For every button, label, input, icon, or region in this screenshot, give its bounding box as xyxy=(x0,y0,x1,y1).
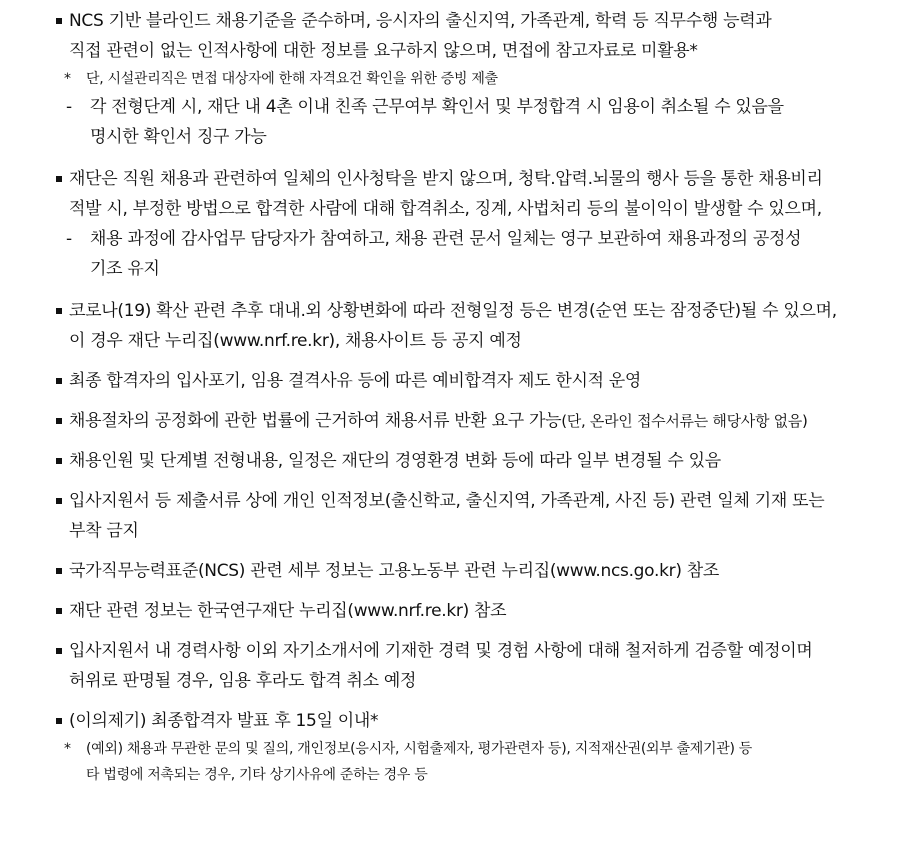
square-bullet-icon xyxy=(56,18,62,24)
item-line: NCS 기반 블라인드 채용기준을 준수하며, 응시자의 출신지역, 가족관계, 학력 등 직무수행 능력과 xyxy=(69,11,772,31)
footnote-text: 단, 시설관리직은 면접 대상자에 한해 자격요건 확인을 위한 증빙 제출 xyxy=(86,71,498,87)
notice-item-blind-hiring xyxy=(56,6,870,66)
sub-item-audit xyxy=(66,224,870,284)
footnote-text: 타 법령에 저촉되는 경우, 기타 상기사유에 준하는 경우 등 xyxy=(86,767,428,783)
notice-item-verification xyxy=(56,636,870,696)
square-bullet-icon xyxy=(56,378,62,384)
item-tail: (단, 온라인 접수서류는 해당사항 없음) xyxy=(561,412,808,430)
sub-item-relative-check xyxy=(66,92,870,152)
item-line: 입사지원서 등 제출서류 상에 개인 인적정보(출신학교, 출신지역, 가족관계, 사진 등) 관련 일체 기재 또는 xyxy=(69,491,825,511)
square-bullet-icon xyxy=(56,718,62,724)
notice-item-document-return xyxy=(56,406,870,436)
dash-icon: - xyxy=(66,97,72,117)
notice-item-ncs xyxy=(56,556,870,586)
square-bullet-icon xyxy=(56,308,62,314)
item-line: 재단 관련 정보는 한국연구재단 누리집(www.nrf.re.kr) 참조 xyxy=(69,601,507,621)
sub-item-line: 채용 과정에 감사업무 담당자가 참여하고, 채용 관련 문서 일체는 영구 보관하여 채용과정의 공정성 xyxy=(90,229,802,249)
notice-item-objection xyxy=(56,706,870,736)
square-bullet-icon xyxy=(56,418,62,424)
item-line: 최종 합격자의 입사포기, 임용 결격사유 등에 따른 예비합격자 제도 한시적 운영 xyxy=(69,371,642,391)
item-line: 적발 시, 부정한 방법으로 합격한 사람에 대해 합격취소, 징계, 사법처리 등의 불이익이 발생할 수 있으며, xyxy=(69,199,822,219)
square-bullet-icon xyxy=(56,458,62,464)
dash-icon: - xyxy=(66,229,72,249)
notice-item-foundation-info xyxy=(56,596,870,626)
square-bullet-icon xyxy=(56,176,62,182)
notice-item-personal-info xyxy=(56,486,870,546)
notice-item-no-solicitation xyxy=(56,164,870,224)
square-bullet-icon xyxy=(56,648,62,654)
notice-item-reserve-candidates xyxy=(56,366,870,396)
footnote-facility xyxy=(64,66,870,92)
item-line: 허위로 판명될 경우, 임용 후라도 합격 취소 예정 xyxy=(69,671,417,691)
item-line: 이 경우 재단 누리집(www.nrf.re.kr), 채용사이트 등 공지 예정 xyxy=(69,331,522,351)
square-bullet-icon xyxy=(56,608,62,614)
footnote-exceptions xyxy=(64,736,870,788)
item-line: 직접 관련이 없는 인적사항에 대한 정보를 요구하지 않으며, 면접에 참고자료로 미활용* xyxy=(69,41,698,61)
item-line: 재단은 직원 채용과 관련하여 일체의 인사청탁을 받지 않으며, 청탁.압력.뇌물의 행사 등을 통한 채용비리 xyxy=(69,169,823,189)
item-line: 채용절차의 공정화에 관한 법률에 근거하여 채용서류 반환 요구 가능 xyxy=(69,411,562,431)
item-line: 채용인원 및 단계별 전형내용, 일정은 재단의 경영환경 변화 등에 따라 일부 변경될 수 있음 xyxy=(69,451,721,471)
item-line: 부착 금지 xyxy=(69,521,139,541)
footnote-text: (예외) 채용과 무관한 문의 및 질의, 개인정보(응시자, 시험출제자, 평가관련자 등), 지적재산권(외부 출제기관) 등 xyxy=(86,741,753,757)
item-line-with-tail xyxy=(69,406,870,436)
square-bullet-icon xyxy=(56,568,62,574)
sub-item-line: 각 전형단계 시, 재단 내 4촌 이내 친족 근무여부 확인서 및 부정합격 시 임용이 취소될 수 있음을 xyxy=(90,97,784,117)
sub-item-line: 기조 유지 xyxy=(90,259,160,279)
square-bullet-icon xyxy=(56,498,62,504)
item-line: 코로나(19) 확산 관련 추후 대내.외 상황변화에 따라 전형일정 등은 변경(순연 또는 잠정중단)될 수 있으며, xyxy=(69,301,837,321)
asterisk-icon: * xyxy=(64,741,71,757)
sub-item-line: 명시한 확인서 징구 가능 xyxy=(90,127,267,147)
item-line: 국가직무능력표준(NCS) 관련 세부 정보는 고용노동부 관련 누리집(www.ncs.go.kr) 참조 xyxy=(69,561,719,581)
notice-item-schedule-change xyxy=(56,446,870,476)
item-line: 입사지원서 내 경력사항 이외 자기소개서에 기재한 경력 및 경험 사항에 대해 철저하게 검증할 예정이며 xyxy=(69,641,813,661)
item-line: (이의제기) 최종합격자 발표 후 15일 이내* xyxy=(69,711,379,731)
notice-item-covid xyxy=(56,296,870,356)
asterisk-icon: * xyxy=(64,71,71,87)
